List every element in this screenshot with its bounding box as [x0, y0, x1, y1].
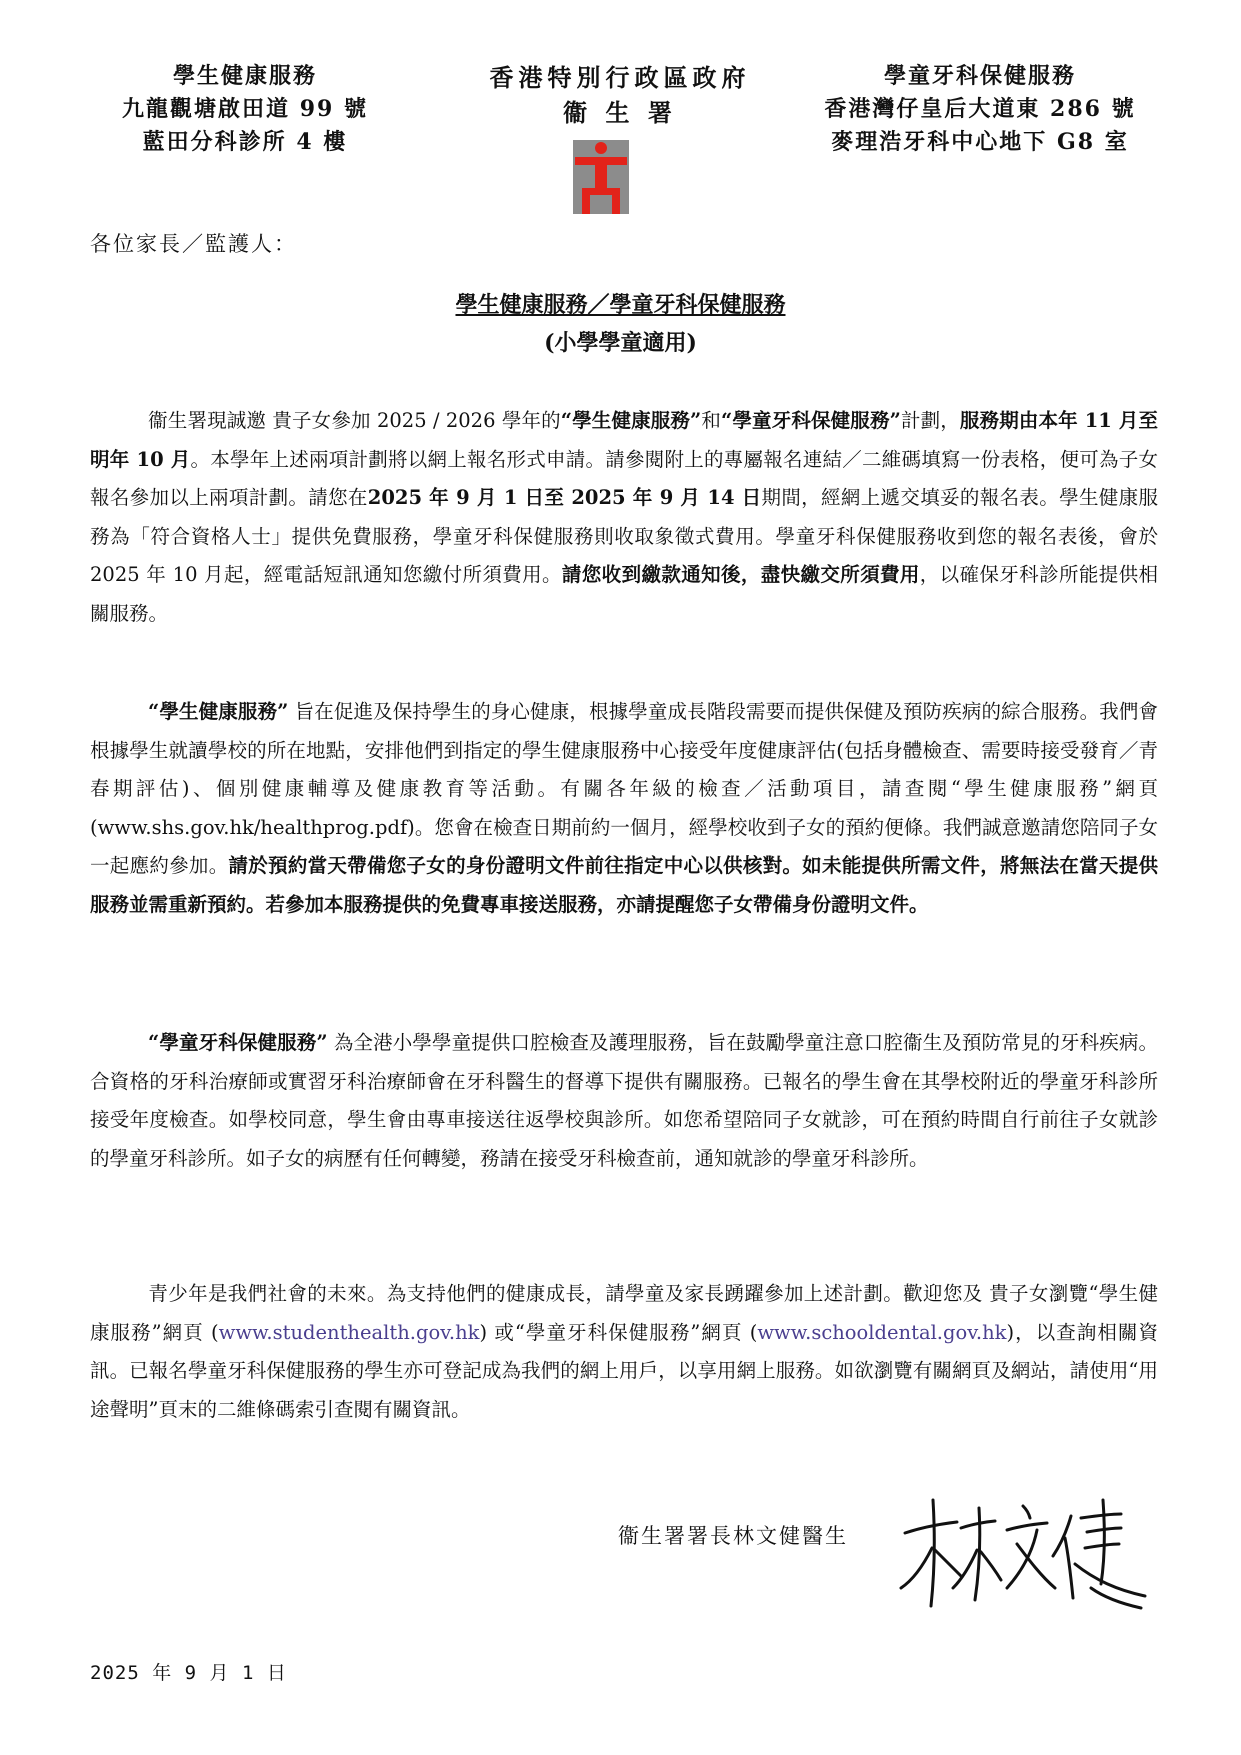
header-left-line: 藍田分科診所 4 樓	[142, 129, 348, 155]
bold-text: “學生健康服務”	[560, 409, 702, 432]
paragraph-closing	[90, 1275, 1158, 1429]
body-text: ，以確保牙科診所能提供相關服務。	[90, 563, 1158, 625]
signer-name: 衞生署署長林文健醫生	[618, 1524, 848, 1548]
notice-title-main: 學生健康服務／學童牙科保健服務	[455, 292, 786, 318]
header-left-line: 九龍觀塘啟田道 99 號	[122, 96, 368, 122]
paragraph-invitation	[90, 402, 1158, 634]
header-center-line: 香港特別行政區政府	[489, 63, 751, 92]
website-link[interactable]: www.studenthealth.gov.hk	[218, 1320, 480, 1344]
bold-text: 請您收到繳款通知後，盡快繳交所須費用	[561, 563, 920, 587]
header-right-address	[800, 60, 1160, 159]
salutation: 各位家長／監護人：	[90, 232, 297, 256]
notice-title-subtitle: (小學學童適用)	[544, 330, 697, 356]
body-text: 旨在促進及保持學生的身心健康，根據學童成長階段需要而提供保健及預防疾病的綜合服務。我們會根據學生就讀學校的所在地點，安排他們到指定的學生健康服務中心接受年度健康評估(包括身體檢查、需要時接受發育／青春期評估)、個別健康輔導及健康教育等活動。有關各年級的檢查／活動項目，請查閱“學生健康服務”網頁(www.shs.gov.hk/healthprog.pdf)。您會在檢查日期前約一個月，經學校收到子女的預約便條。我們誠意邀請您陪同子女一起應約參加。	[90, 700, 1158, 878]
logo-left-leg	[582, 188, 590, 214]
body-text: 計劃，	[900, 409, 960, 432]
header-right-line: 學童牙科保健服務	[883, 63, 1076, 89]
header-right-line: 麥理浩牙科中心地下 G8 室	[831, 129, 1129, 155]
logo-right-leg	[612, 188, 620, 214]
bold-text: 服務期由本年 11 月至明年 10 月	[90, 409, 1158, 471]
body-text: 和	[701, 409, 722, 432]
logo-head	[595, 142, 607, 154]
body-text: ) 或“學童牙科保健服務”網頁 (	[479, 1320, 758, 1344]
body-text: )，以查詢相關資訊。已報名學童牙科保健服務的學生亦可登記成為我們的網上用戶，以享用網上服務。如欲瀏覽有關網頁及網站，請使用“用途聲明”頁末的二維條碼索引查閱有關資訊。	[90, 1320, 1158, 1421]
letter-date: 2025 年 9 月 1 日	[90, 1662, 287, 1684]
bold-text: 請於預約當天帶備您子女的身份證明文件前往指定中心以供核對。如未能提供所需文件，將無法在當天提供服務並需重新預約。若參加本服務提供的免費專車接送服務，亦請提醒您子女帶備身份證明文件。	[90, 854, 1158, 916]
paragraph-student-health-service	[90, 693, 1158, 925]
department-of-health-logo	[573, 140, 629, 214]
bold-text: 2025 年 9 月 1 日至 2025 年 9 月 14 日	[367, 486, 762, 510]
body-text: 青少年是我們社會的未來。為支持他們的健康成長，請學童及家長踴躍參加上述計劃。歡迎您及 貴子女瀏覽“學生健康服務”網頁 (	[90, 1282, 1158, 1344]
header-left-address	[105, 60, 385, 159]
bold-text: “學生健康服務”	[148, 700, 289, 723]
notice-title	[0, 286, 1241, 362]
body-text: 衞生署現誠邀 貴子女參加 2025 / 2026 學年的	[148, 409, 561, 432]
bold-text: “學童牙科保健服務”	[721, 409, 901, 432]
handwritten-signature	[895, 1488, 1150, 1623]
paragraph-school-dental-care-service	[90, 1024, 1158, 1178]
header-right-line: 香港灣仔皇后大道東 286 號	[824, 96, 1136, 122]
website-link[interactable]: www.schooldental.gov.hk	[757, 1320, 1007, 1344]
body-text: 為全港小學學童提供口腔檢查及護理服務，旨在鼓勵學童注意口腔衞生及預防常見的牙科疾病。合資格的牙科治療師或實習牙科治療師會在牙科醫生的督導下提供有關服務。已報名的學生會在其學校附近的學童牙科診所接受年度檢查。如學校同意，學生會由專車接送往返學校與診所。如您希望陪同子女就診，可在預約時間自行前往子女就診的學童牙科診所。如子女的病歷有任何轉變，務請在接受牙科檢查前，通知就診的學童牙科診所。	[90, 1031, 1158, 1170]
body-text: 。本學年上述兩項計劃將以網上報名形式申請。請參閱附上的專屬報名連結／二維碼填寫一份表格，便可為子女報名參加以上兩項計劃。請您在	[90, 447, 1158, 510]
header-center-line: 衞 生 署	[563, 98, 677, 127]
header-government-department	[420, 60, 820, 130]
bold-text: “學童牙科保健服務”	[148, 1031, 328, 1054]
body-text: 期間，經網上遞交填妥的報名表。學生健康服務為「符合資格人士」提供免費服務，學童牙科保健服務則收取象徵式費用。學童牙科保健服務收到您的報名表後，會於 2025 年 10 月起，經電話短訊通知您繳付所須費用。	[90, 486, 1158, 587]
header-left-line: 學生健康服務	[172, 63, 317, 89]
